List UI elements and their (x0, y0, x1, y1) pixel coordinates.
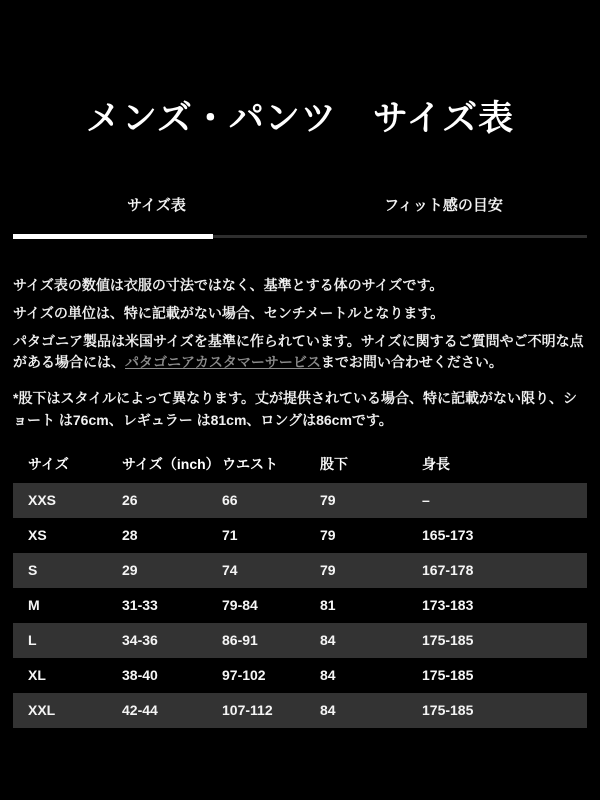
customer-service-link[interactable]: パタゴニアカスタマーサービス (125, 354, 321, 370)
column-header: 身長 (422, 456, 450, 472)
tab-size-chart[interactable]: サイズ表 (127, 197, 186, 214)
intro-line-1: サイズ表の数値は衣服の寸法ではなく、基準とする体のサイズです。 (13, 277, 444, 293)
table-cell: 173-183 (422, 597, 474, 613)
table-cell: 29 (122, 562, 138, 578)
intro-text (13, 275, 587, 373)
table-cell: 165-173 (422, 527, 474, 543)
table-cell: S (28, 562, 38, 578)
table-cell: XXL (28, 702, 56, 718)
table-cell: 175-185 (422, 632, 474, 648)
inseam-note: *股下はスタイルによって異なります。丈が提供されている場合、特に記載がない限り、ショート は76cm、レギュラー は81cm、ロングは86cmです。 (13, 390, 578, 428)
table-cell: 28 (122, 527, 138, 543)
table-row (13, 483, 587, 518)
table-cell: 167-178 (422, 562, 474, 578)
table-cell: 34-36 (122, 632, 158, 648)
table-row (13, 693, 587, 728)
table-row (13, 623, 587, 658)
table-row (13, 518, 587, 553)
table-header-row (13, 447, 587, 483)
tab-bar (13, 196, 587, 216)
table-cell: 38-40 (122, 667, 158, 683)
size-table (13, 447, 587, 728)
table-cell: 26 (122, 492, 138, 508)
table-cell: 79 (320, 562, 336, 578)
table-cell: 86-91 (222, 632, 258, 648)
table-cell: XL (28, 667, 46, 683)
column-header: サイズ（inch） (122, 456, 220, 472)
column-header: サイズ (28, 456, 69, 472)
table-body (13, 483, 587, 728)
table-cell: 71 (222, 527, 238, 543)
column-header: 股下 (320, 456, 348, 472)
table-cell: 79-84 (222, 597, 258, 613)
active-tab-indicator (13, 234, 213, 239)
table-cell: 175-185 (422, 702, 474, 718)
table-cell: 97-102 (222, 667, 266, 683)
table-cell: 79 (320, 527, 336, 543)
table-cell: 175-185 (422, 667, 474, 683)
table-row (13, 553, 587, 588)
column-header: ウエスト (222, 456, 278, 472)
table-cell: 31-33 (122, 597, 158, 613)
tab-underline (13, 234, 587, 239)
intro-line-3 (13, 331, 587, 373)
table-cell: 107-112 (222, 702, 273, 718)
table-cell: 79 (320, 492, 336, 508)
table-cell: 66 (222, 492, 238, 508)
table-cell: L (28, 632, 37, 648)
intro-line-2: サイズの単位は、特に記載がない場合、センチメートルとなります。 (13, 305, 445, 321)
intro-line-3-tail: までお問い合わせください。 (320, 354, 503, 370)
table-cell: 84 (320, 667, 336, 683)
table-cell: – (422, 492, 430, 508)
table-cell: 42-44 (122, 702, 158, 718)
table-row (13, 658, 587, 693)
intro-line-3-text: パタゴニア製品は米国サイズを基準に作られています。サイズに関するご質問やご不明な点がある場合には、 (13, 333, 584, 370)
table-cell: XS (28, 527, 47, 543)
table-cell: M (28, 597, 40, 613)
page-title: メンズ・パンツ サイズ表 (85, 99, 515, 138)
table-cell: 81 (320, 597, 336, 613)
table-row (13, 588, 587, 623)
table-cell: 74 (222, 562, 238, 578)
table-cell: 84 (320, 632, 336, 648)
table-cell: 84 (320, 702, 336, 718)
table-cell: XXS (28, 492, 57, 508)
tab-fit-guide[interactable]: フィット感の目安 (384, 197, 503, 214)
